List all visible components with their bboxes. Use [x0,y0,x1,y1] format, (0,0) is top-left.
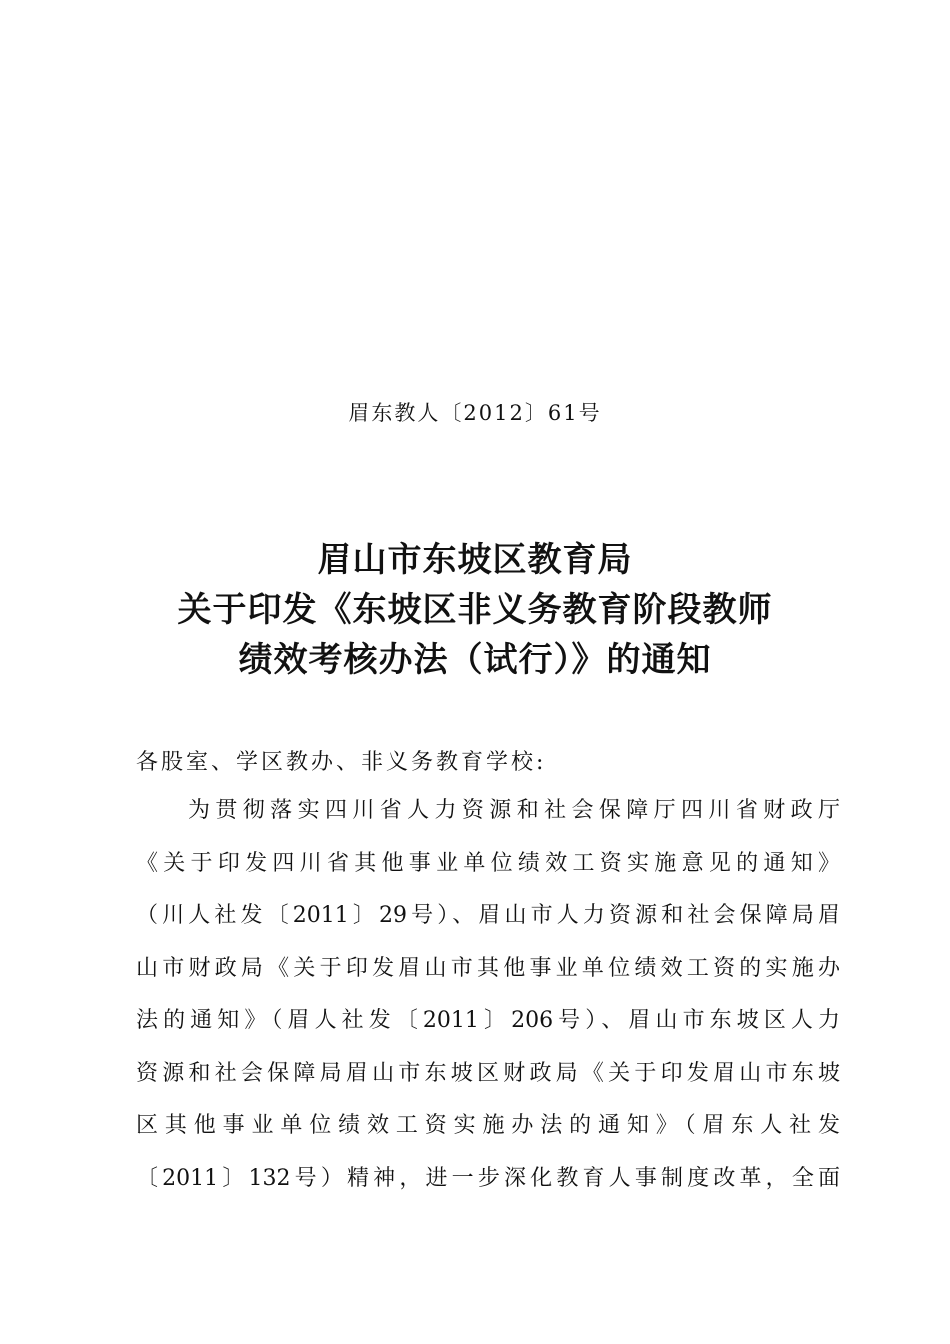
body-line: 《关于印发四川省其他事业单位绩效工资实施意见的通知》 [136,850,840,876]
salutation: 各股室、学区教办、非义务教育学校: [136,750,547,775]
title-line-3: 绩效考核办法（试行）》的通知 [238,640,712,680]
body-text [136,793,840,1213]
document-number: 眉东教人〔2012〕61号 [348,401,602,425]
document-title [0,535,950,685]
body-line: 法的通知》（眉人社发〔2011〕206号）、眉山市东坡区人力 [136,1008,840,1033]
body-line: 山市财政局《关于印发眉山市其他事业单位绩效工资的实施办 [136,955,840,981]
body-line: 资源和社会保障局眉山市东坡区财政局《关于印发眉山市东坡 [136,1060,840,1086]
title-line-2: 关于印发《东坡区非义务教育阶段教师 [177,590,773,630]
title-line-1: 眉山市东坡区教育局 [317,540,633,580]
body-line: （川人社发〔2011〕29号）、眉山市人力资源和社会保障局眉 [136,903,840,928]
body-line: 为贯彻落实四川省人力资源和社会保障厅四川省财政厅 [188,798,840,823]
body-line: 区其他事业单位绩效工资实施办法的通知》（眉东人社发 [136,1113,840,1138]
body-line: 〔2011〕132号）精神，进一步深化教育人事制度改革，全面 [136,1165,840,1191]
